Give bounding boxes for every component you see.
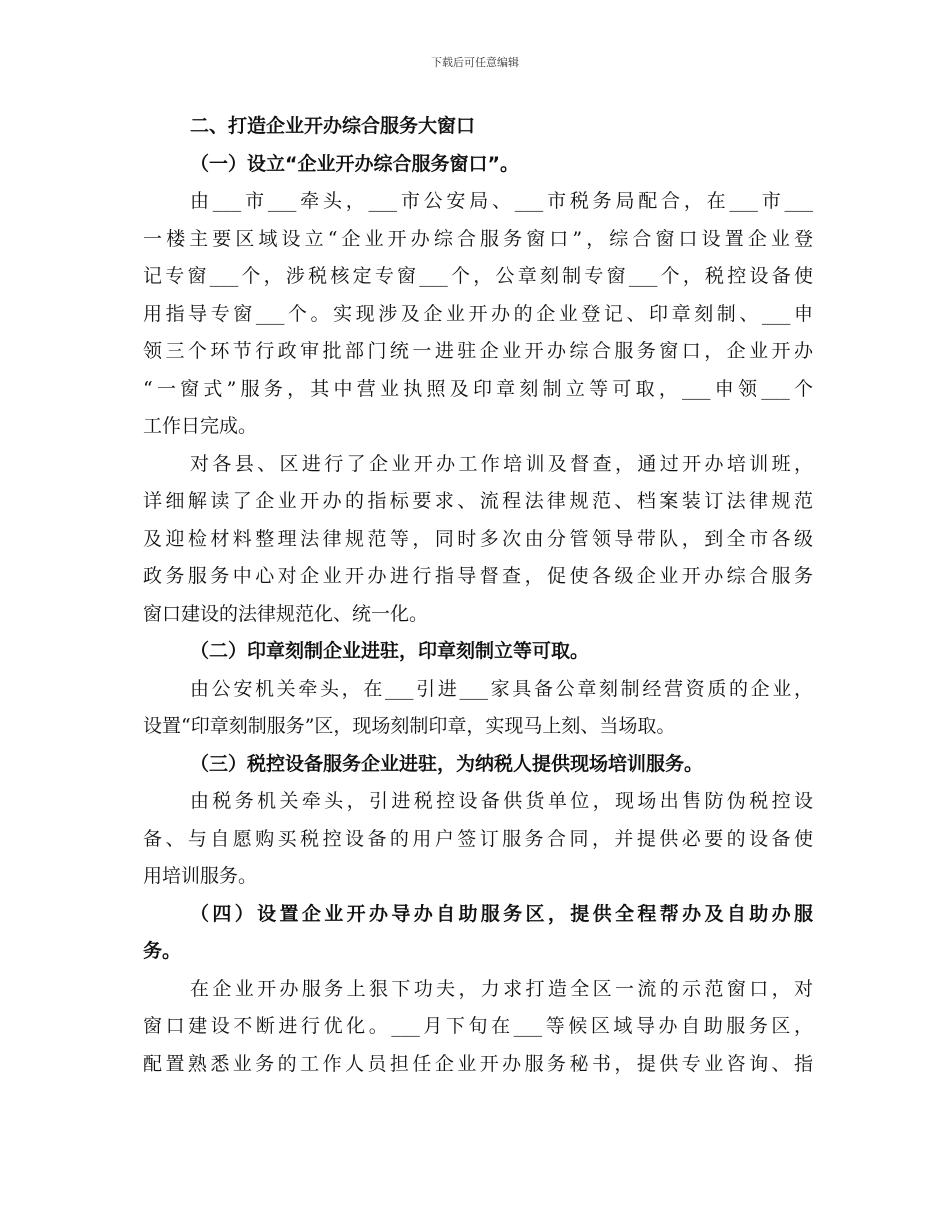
section-heading: 二、打造企业开办综合服务大窗口	[190, 115, 476, 137]
paragraph-line: 记专窗___个，涉税核定专窗___个，公章刻制专窗___个，税控设备使	[143, 265, 813, 287]
paragraph-line: 窗口建设不断进行优化。___月下旬在___等候区域导办自助服务区，	[143, 1015, 813, 1037]
paragraph-line: 由___市___牵头，___市公安局、___市税务局配合，在___市___	[190, 190, 813, 212]
subsection-heading: （四）设置企业开办导办自助服务区，提供全程帮办及自助办服	[190, 902, 813, 925]
paragraph-line: 领三个环节行政审批部门统一进驻企业开办综合服务窗口，企业开办	[143, 340, 813, 362]
subsection-heading: （三）税控设备服务企业进驻，为纳税人提供现场培训服务。	[190, 752, 704, 775]
paragraph-line: 配置熟悉业务的工作人员担任企业开办服务秘书，提供专业咨询、指	[143, 1052, 813, 1075]
paragraph-line: 在企业开办服务上狠下功夫，力求打造全区一流的示范窗口，对	[190, 977, 813, 1000]
paragraph-line: 对各县、区进行了企业开办工作培训及督查，通过开办培训班，	[190, 452, 813, 475]
page-header-note: 下载后可任意编辑	[431, 56, 519, 69]
document-body	[143, 108, 813, 1083]
paragraph-line: 备、与自愿购买税控设备的用户签订服务合同，并提供必要的设备使	[143, 827, 813, 850]
paragraph-line: 政务服务中心对企业开办进行指导督查，促使各级企业开办综合服务	[143, 565, 813, 587]
paragraph-line: 窗口建设的法律规范化、统一化。	[143, 602, 429, 625]
paragraph-line: 用指导专窗___个。实现涉及企业开办的企业登记、印章刻制、___申	[143, 302, 813, 325]
paragraph-line: 由税务机关牵头，引进税控设备供货单位，现场出售防伪税控设	[190, 790, 813, 812]
paragraph-line: 详细解读了企业开办的指标要求、流程法律规范、档案装订法律规范	[143, 490, 813, 512]
paragraph-line: 一楼主要区域设立“企业开办综合服务窗口”，综合窗口设置企业登	[143, 227, 813, 250]
paragraph-line: 用培训服务。	[143, 865, 258, 887]
paragraph-line: 由公安机关牵头，在___引进___家具备公章刻制经营资质的企业，	[190, 677, 813, 700]
paragraph-line: 工作日完成。	[143, 415, 258, 437]
paragraph-line: 设置“印章刻制服务”区，现场刻制印章，实现马上刻、当场取。	[143, 715, 676, 737]
subsection-heading: （一）设立“企业开办综合服务窗口”。	[190, 152, 519, 175]
subsection-heading: 务。	[143, 940, 182, 962]
paragraph-line: “一窗式”服务，其中营业执照及印章刻制立等可取，___申领___个	[143, 377, 813, 400]
paragraph-line: 及迎检材料整理法律规范等，同时多次由分管领导带队，到全市各级	[143, 527, 813, 550]
subsection-heading: （二）印章刻制企业进驻，印章刻制立等可取。	[190, 640, 590, 662]
